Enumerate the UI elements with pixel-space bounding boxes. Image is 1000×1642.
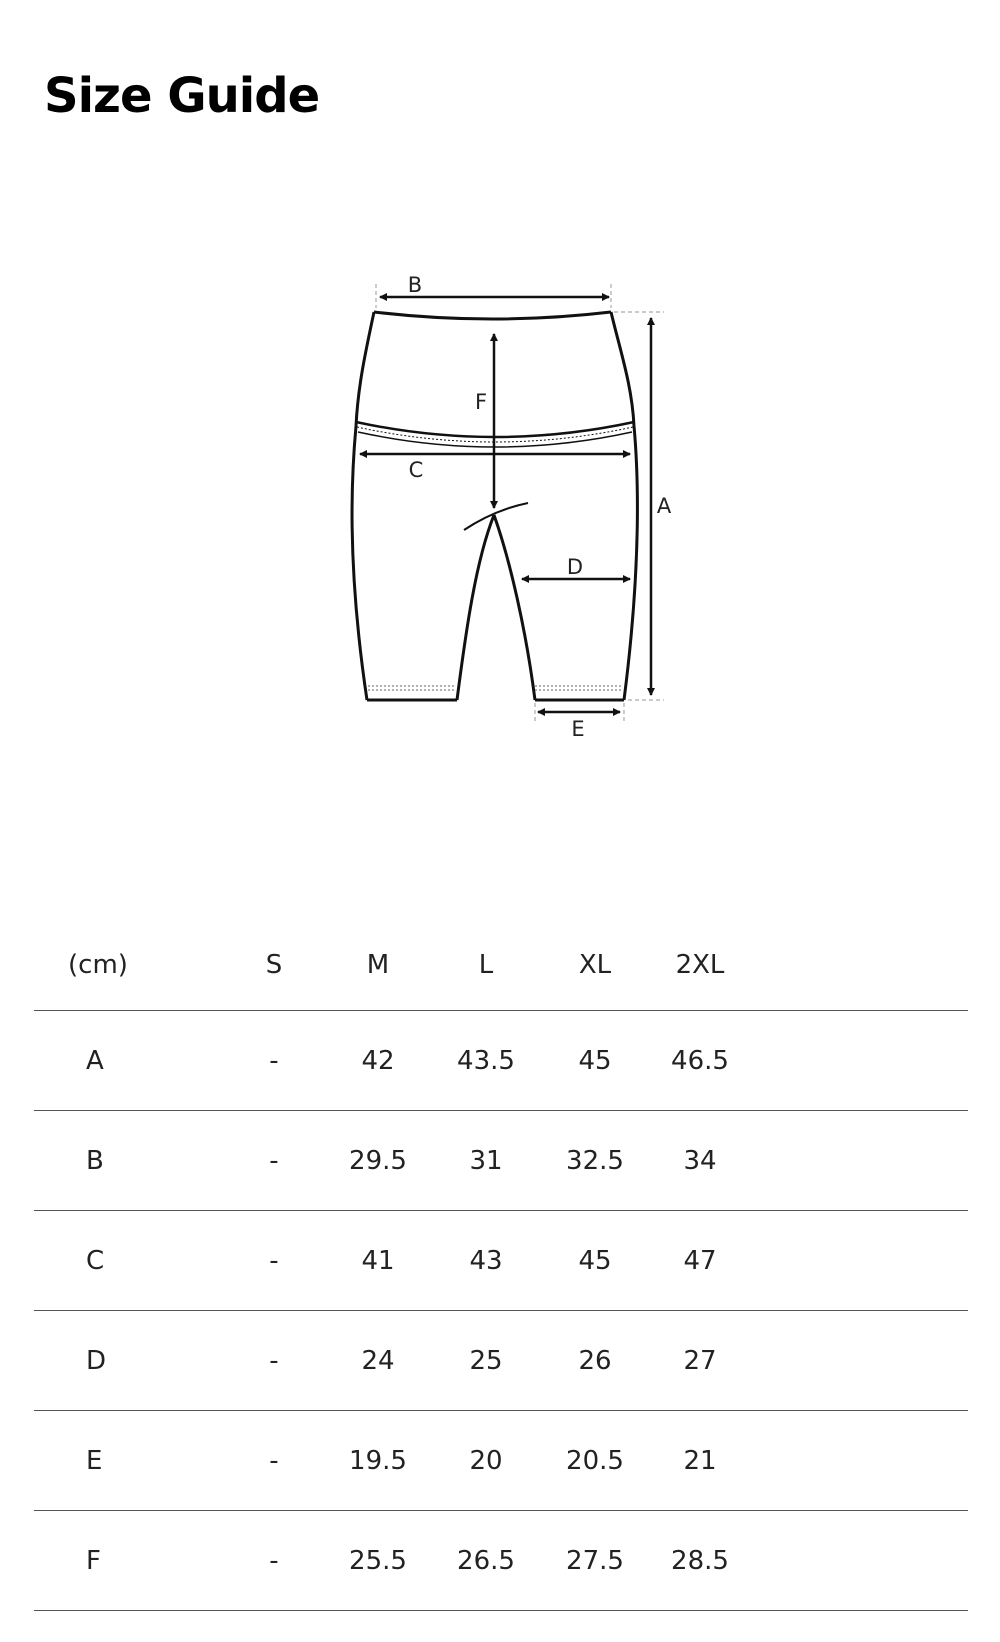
- spacer-cell: [750, 1511, 968, 1611]
- cell-value: 29.5: [324, 1111, 432, 1211]
- row-label: D: [34, 1311, 224, 1411]
- spacer-header: [750, 920, 968, 1011]
- row-label: A: [34, 1011, 224, 1111]
- label-a: A: [656, 494, 672, 518]
- label-e: E: [571, 717, 585, 741]
- table-row: [34, 1511, 968, 1611]
- table-row: [34, 1311, 968, 1411]
- spacer-cell: [750, 1311, 968, 1411]
- cell-value: 43.5: [432, 1011, 540, 1111]
- spacer-cell: [750, 1011, 968, 1111]
- table-row: [34, 1011, 968, 1111]
- cell-value: 26: [540, 1311, 650, 1411]
- cell-value: 31: [432, 1111, 540, 1211]
- cell-value: 19.5: [324, 1411, 432, 1511]
- label-c: C: [408, 458, 424, 482]
- label-b: B: [407, 273, 423, 297]
- cell-value: 46.5: [650, 1011, 750, 1111]
- cell-value: 20: [432, 1411, 540, 1511]
- cell-value: -: [224, 1411, 324, 1511]
- spacer-cell: [750, 1111, 968, 1211]
- unit-header: (cm): [34, 920, 224, 1011]
- spacer-cell: [750, 1411, 968, 1511]
- row-label: B: [34, 1111, 224, 1211]
- size-header-row: [34, 920, 968, 1011]
- cell-value: 45: [540, 1211, 650, 1311]
- cell-value: 42: [324, 1011, 432, 1111]
- cell-value: -: [224, 1511, 324, 1611]
- cell-value: 32.5: [540, 1111, 650, 1211]
- cell-value: 25: [432, 1311, 540, 1411]
- cell-value: 34: [650, 1111, 750, 1211]
- size-header-s: S: [224, 920, 324, 1011]
- shorts-measurement-diagram: [0, 0, 1000, 800]
- row-label: C: [34, 1211, 224, 1311]
- size-table: [34, 920, 968, 1611]
- hem-stitching: [368, 686, 623, 690]
- cell-value: 45: [540, 1011, 650, 1111]
- label-d: D: [566, 555, 584, 579]
- cell-value: -: [224, 1111, 324, 1211]
- cell-value: 21: [650, 1411, 750, 1511]
- row-label: E: [34, 1411, 224, 1511]
- cell-value: 24: [324, 1311, 432, 1411]
- cell-value: 27.5: [540, 1511, 650, 1611]
- table-row: [34, 1111, 968, 1211]
- table-row: [34, 1411, 968, 1511]
- row-label: F: [34, 1511, 224, 1611]
- size-header-xl: XL: [540, 920, 650, 1011]
- cell-value: 28.5: [650, 1511, 750, 1611]
- measure-arrows: [360, 297, 651, 712]
- cell-value: -: [224, 1011, 324, 1111]
- size-header-m: M: [324, 920, 432, 1011]
- cell-value: -: [224, 1211, 324, 1311]
- cell-value: 41: [324, 1211, 432, 1311]
- cell-value: 43: [432, 1211, 540, 1311]
- cell-value: 25.5: [324, 1511, 432, 1611]
- size-header-l: L: [432, 920, 540, 1011]
- cell-value: 20.5: [540, 1411, 650, 1511]
- page-title: Size Guide: [44, 68, 320, 124]
- cell-value: 27: [650, 1311, 750, 1411]
- table-row: [34, 1211, 968, 1311]
- size-header-2xl: 2XL: [650, 920, 750, 1011]
- spacer-cell: [750, 1211, 968, 1311]
- cell-value: -: [224, 1311, 324, 1411]
- cell-value: 47: [650, 1211, 750, 1311]
- label-f: F: [474, 390, 488, 414]
- cell-value: 26.5: [432, 1511, 540, 1611]
